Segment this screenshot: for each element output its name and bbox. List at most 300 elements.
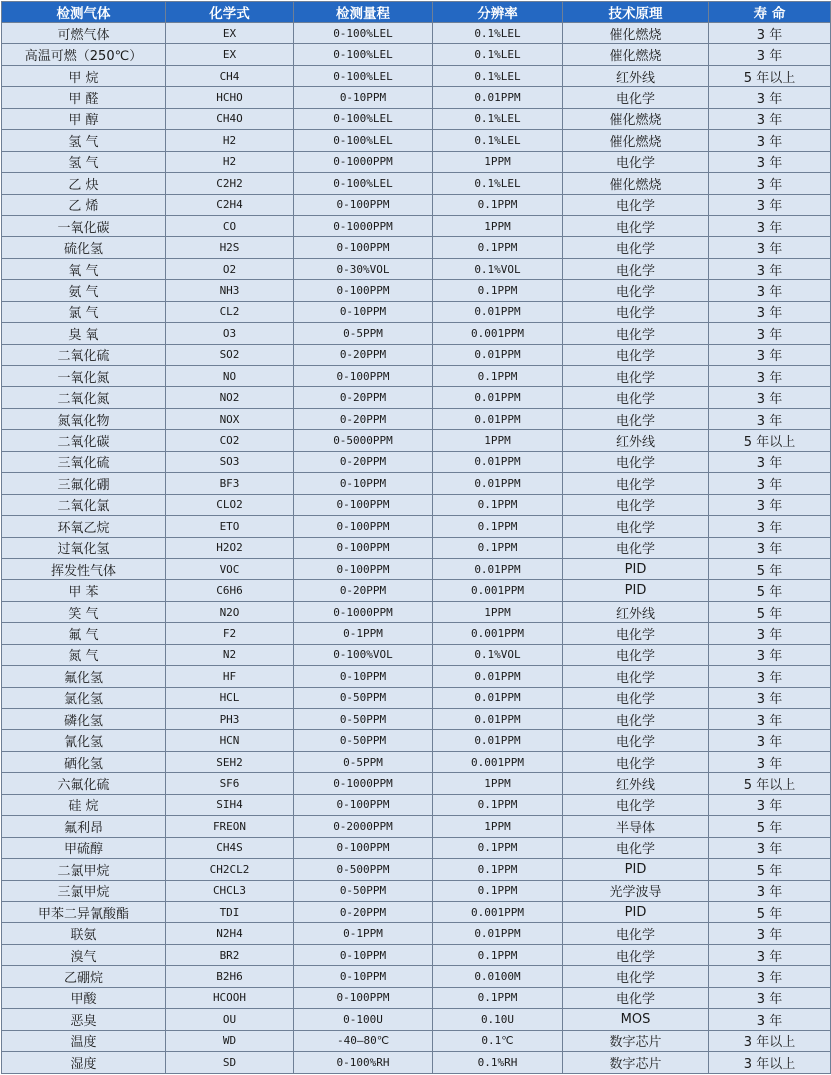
principle-cell: 半导体 [563, 816, 709, 837]
lifespan-cell: 3 年 [709, 644, 831, 665]
resolution-cell: 0.01PPM [433, 473, 563, 494]
lifespan-cell: 3 年 [709, 451, 831, 472]
resolution-cell: 1PPM [433, 601, 563, 622]
formula-cell: N2O [166, 601, 294, 622]
lifespan-cell: 3 年 [709, 258, 831, 279]
table-row [2, 87, 831, 108]
table-row [2, 301, 831, 322]
principle-cell: PID [563, 859, 709, 880]
table-row [2, 408, 831, 429]
gas-cell: 乙 炔 [2, 173, 166, 194]
table-row [2, 666, 831, 687]
resolution-cell: 0.1%LEL [433, 108, 563, 129]
header-resolution: 分辨率 [433, 2, 563, 23]
resolution-cell: 0.1PPM [433, 880, 563, 901]
principle-cell: 电化学 [563, 258, 709, 279]
lifespan-cell: 3 年 [709, 944, 831, 965]
formula-cell: C6H6 [166, 580, 294, 601]
table-row [2, 644, 831, 665]
range-cell: 0-100%LEL [294, 173, 433, 194]
resolution-cell: 0.1%LEL [433, 130, 563, 151]
resolution-cell: 0.1%VOL [433, 644, 563, 665]
formula-cell: ETO [166, 516, 294, 537]
lifespan-cell: 3 年 [709, 23, 831, 44]
range-cell: 0-5PPM [294, 751, 433, 772]
table-row [2, 494, 831, 515]
principle-cell: 电化学 [563, 237, 709, 258]
gas-cell: 氮 气 [2, 644, 166, 665]
lifespan-cell: 3 年 [709, 301, 831, 322]
table-row [2, 387, 831, 408]
resolution-cell: 0.1%LEL [433, 44, 563, 65]
principle-cell: 电化学 [563, 494, 709, 515]
lifespan-cell: 3 年 [709, 794, 831, 815]
table-row [2, 44, 831, 65]
range-cell: 0-10PPM [294, 966, 433, 987]
range-cell: 0-20PPM [294, 408, 433, 429]
lifespan-cell: 3 年 [709, 751, 831, 772]
gas-detector-spec-table [1, 1, 831, 1074]
table-row [2, 709, 831, 730]
resolution-cell: 0.1PPM [433, 944, 563, 965]
lifespan-cell: 5 年以上 [709, 773, 831, 794]
resolution-cell: 0.01PPM [433, 408, 563, 429]
formula-cell: SD [166, 1052, 294, 1074]
resolution-cell: 0.01PPM [433, 730, 563, 751]
table-row [2, 623, 831, 644]
gas-cell: 溴气 [2, 944, 166, 965]
gas-cell: 甲酸 [2, 987, 166, 1008]
table-row [2, 1052, 831, 1074]
lifespan-cell: 3 年 [709, 537, 831, 558]
table-row [2, 258, 831, 279]
table-row [2, 323, 831, 344]
formula-cell: SO3 [166, 451, 294, 472]
range-cell: 0-20PPM [294, 580, 433, 601]
gas-cell: 氟 气 [2, 623, 166, 644]
resolution-cell: 0.1%LEL [433, 65, 563, 86]
gas-cell: 甲 烷 [2, 65, 166, 86]
formula-cell: NH3 [166, 280, 294, 301]
header-gas: 检测气体 [2, 2, 166, 23]
principle-cell: 电化学 [563, 623, 709, 644]
range-cell: 0-100PPM [294, 837, 433, 858]
lifespan-cell: 3 年 [709, 494, 831, 515]
formula-cell: HCL [166, 687, 294, 708]
principle-cell: 催化燃烧 [563, 23, 709, 44]
table-row [2, 773, 831, 794]
principle-cell: 红外线 [563, 430, 709, 451]
gas-cell: 氨 气 [2, 280, 166, 301]
range-cell: 0-30%VOL [294, 258, 433, 279]
formula-cell: CL2 [166, 301, 294, 322]
formula-cell: N2H4 [166, 923, 294, 944]
principle-cell: 电化学 [563, 215, 709, 236]
lifespan-cell: 3 年 [709, 666, 831, 687]
formula-cell: VOC [166, 558, 294, 579]
resolution-cell: 0.1PPM [433, 237, 563, 258]
gas-cell: 甲 醇 [2, 108, 166, 129]
formula-cell: HCOOH [166, 987, 294, 1008]
resolution-cell: 0.01PPM [433, 344, 563, 365]
resolution-cell: 0.0100M [433, 966, 563, 987]
range-cell: 0-100PPM [294, 494, 433, 515]
table-row [2, 344, 831, 365]
lifespan-cell: 3 年 [709, 173, 831, 194]
resolution-cell: 0.1PPM [433, 194, 563, 215]
principle-cell: PID [563, 580, 709, 601]
range-cell: 0-100PPM [294, 194, 433, 215]
gas-cell: 三氧化硫 [2, 451, 166, 472]
range-cell: 0-100PPM [294, 558, 433, 579]
principle-cell: 电化学 [563, 151, 709, 172]
gas-cell: 乙硼烷 [2, 966, 166, 987]
gas-cell: 硅 烷 [2, 794, 166, 815]
gas-cell: 硒化氢 [2, 751, 166, 772]
range-cell: 0-100%LEL [294, 44, 433, 65]
lifespan-cell: 3 年 [709, 130, 831, 151]
lifespan-cell: 5 年 [709, 580, 831, 601]
range-cell: 0-1000PPM [294, 151, 433, 172]
range-cell: 0-100%LEL [294, 130, 433, 151]
lifespan-cell: 3 年 [709, 1009, 831, 1030]
resolution-cell: 0.1PPM [433, 837, 563, 858]
formula-cell: CO [166, 215, 294, 236]
resolution-cell: 1PPM [433, 816, 563, 837]
lifespan-cell: 5 年 [709, 601, 831, 622]
table-row [2, 237, 831, 258]
gas-cell: 氯 气 [2, 301, 166, 322]
formula-cell: WD [166, 1030, 294, 1051]
principle-cell: 电化学 [563, 451, 709, 472]
resolution-cell: 0.1%VOL [433, 258, 563, 279]
table-row [2, 194, 831, 215]
principle-cell: PID [563, 901, 709, 922]
range-cell: 0-100%LEL [294, 65, 433, 86]
principle-cell: 电化学 [563, 344, 709, 365]
formula-cell: NOX [166, 408, 294, 429]
range-cell: 0-100PPM [294, 987, 433, 1008]
table-row [2, 837, 831, 858]
resolution-cell: 1PPM [433, 215, 563, 236]
principle-cell: 电化学 [563, 280, 709, 301]
header-lifespan: 寿 命 [709, 2, 831, 23]
gas-cell: 二氧化碳 [2, 430, 166, 451]
table-row [2, 880, 831, 901]
gas-cell: 磷化氢 [2, 709, 166, 730]
formula-cell: NO [166, 366, 294, 387]
lifespan-cell: 3 年以上 [709, 1030, 831, 1051]
table-body [2, 23, 831, 1074]
range-cell: 0-1PPM [294, 623, 433, 644]
range-cell: 0-50PPM [294, 709, 433, 730]
principle-cell: 电化学 [563, 987, 709, 1008]
range-cell: 0-100%VOL [294, 644, 433, 665]
resolution-cell: 0.01PPM [433, 709, 563, 730]
lifespan-cell: 3 年 [709, 687, 831, 708]
gas-cell: 一氧化氮 [2, 366, 166, 387]
formula-cell: OU [166, 1009, 294, 1030]
range-cell: 0-100PPM [294, 280, 433, 301]
lifespan-cell: 3 年 [709, 837, 831, 858]
resolution-cell: 0.1℃ [433, 1030, 563, 1051]
table-row [2, 173, 831, 194]
gas-cell: 氰化氢 [2, 730, 166, 751]
range-cell: 0-1000PPM [294, 773, 433, 794]
gas-cell: 笑 气 [2, 601, 166, 622]
gas-cell: 臭 氧 [2, 323, 166, 344]
principle-cell: 电化学 [563, 751, 709, 772]
range-cell: 0-10PPM [294, 301, 433, 322]
gas-cell: 氢 气 [2, 130, 166, 151]
resolution-cell: 0.01PPM [433, 558, 563, 579]
range-cell: 0-100PPM [294, 366, 433, 387]
formula-cell: CH4O [166, 108, 294, 129]
header-range: 检测量程 [294, 2, 433, 23]
gas-cell: 高温可燃（250℃） [2, 44, 166, 65]
formula-cell: HCN [166, 730, 294, 751]
range-cell: 0-500PPM [294, 859, 433, 880]
range-cell: 0-100PPM [294, 537, 433, 558]
formula-cell: SIH4 [166, 794, 294, 815]
gas-cell: 联氨 [2, 923, 166, 944]
range-cell: -40—80℃ [294, 1030, 433, 1051]
formula-cell: EX [166, 44, 294, 65]
resolution-cell: 0.001PPM [433, 751, 563, 772]
principle-cell: 光学波导 [563, 880, 709, 901]
principle-cell: 电化学 [563, 408, 709, 429]
range-cell: 0-100PPM [294, 794, 433, 815]
gas-cell: 甲 苯 [2, 580, 166, 601]
principle-cell: 电化学 [563, 923, 709, 944]
table-row [2, 537, 831, 558]
formula-cell: EX [166, 23, 294, 44]
table-row [2, 987, 831, 1008]
principle-cell: 电化学 [563, 194, 709, 215]
principle-cell: 电化学 [563, 301, 709, 322]
gas-cell: 二氧化硫 [2, 344, 166, 365]
gas-cell: 可燃气体 [2, 23, 166, 44]
lifespan-cell: 3 年 [709, 280, 831, 301]
table-row [2, 923, 831, 944]
principle-cell: 电化学 [563, 944, 709, 965]
table-row [2, 794, 831, 815]
table-row [2, 1009, 831, 1030]
range-cell: 0-2000PPM [294, 816, 433, 837]
principle-cell: 数字芯片 [563, 1052, 709, 1074]
range-cell: 0-100PPM [294, 237, 433, 258]
range-cell: 0-50PPM [294, 880, 433, 901]
principle-cell: 红外线 [563, 773, 709, 794]
resolution-cell: 0.1PPM [433, 987, 563, 1008]
principle-cell: 电化学 [563, 87, 709, 108]
range-cell: 0-1000PPM [294, 215, 433, 236]
lifespan-cell: 3 年 [709, 44, 831, 65]
range-cell: 0-10PPM [294, 87, 433, 108]
table-row [2, 23, 831, 44]
gas-cell: 环氧乙烷 [2, 516, 166, 537]
lifespan-cell: 3 年 [709, 366, 831, 387]
gas-cell: 氯化氢 [2, 687, 166, 708]
formula-cell: CLO2 [166, 494, 294, 515]
table-row [2, 280, 831, 301]
table-row [2, 816, 831, 837]
resolution-cell: 0.001PPM [433, 323, 563, 344]
range-cell: 0-100%LEL [294, 23, 433, 44]
resolution-cell: 0.01PPM [433, 387, 563, 408]
formula-cell: FREON [166, 816, 294, 837]
lifespan-cell: 3 年 [709, 387, 831, 408]
range-cell: 0-50PPM [294, 687, 433, 708]
lifespan-cell: 3 年 [709, 473, 831, 494]
gas-cell: 三氯甲烷 [2, 880, 166, 901]
formula-cell: BR2 [166, 944, 294, 965]
gas-cell: 甲苯二异氰酸酯 [2, 901, 166, 922]
gas-cell: 过氧化氢 [2, 537, 166, 558]
table-row [2, 601, 831, 622]
formula-cell: HCHO [166, 87, 294, 108]
resolution-cell: 0.001PPM [433, 623, 563, 644]
range-cell: 0-50PPM [294, 730, 433, 751]
principle-cell: MOS [563, 1009, 709, 1030]
gas-cell: 氟利昂 [2, 816, 166, 837]
lifespan-cell: 3 年以上 [709, 1052, 831, 1074]
principle-cell: 电化学 [563, 709, 709, 730]
principle-cell: 电化学 [563, 666, 709, 687]
principle-cell: 电化学 [563, 473, 709, 494]
formula-cell: H2 [166, 130, 294, 151]
gas-cell: 乙 烯 [2, 194, 166, 215]
table-row [2, 687, 831, 708]
lifespan-cell: 3 年 [709, 344, 831, 365]
gas-cell: 二氯甲烷 [2, 859, 166, 880]
range-cell: 0-20PPM [294, 901, 433, 922]
range-cell: 0-100U [294, 1009, 433, 1030]
principle-cell: 催化燃烧 [563, 173, 709, 194]
principle-cell: 催化燃烧 [563, 108, 709, 129]
formula-cell: HF [166, 666, 294, 687]
lifespan-cell: 3 年 [709, 923, 831, 944]
gas-cell: 氟化氢 [2, 666, 166, 687]
principle-cell: 电化学 [563, 516, 709, 537]
resolution-cell: 0.001PPM [433, 580, 563, 601]
gas-cell: 温度 [2, 1030, 166, 1051]
table-row [2, 516, 831, 537]
principle-cell: 数字芯片 [563, 1030, 709, 1051]
formula-cell: NO2 [166, 387, 294, 408]
range-cell: 0-10PPM [294, 666, 433, 687]
table-row [2, 558, 831, 579]
table-row [2, 944, 831, 965]
range-cell: 0-20PPM [294, 387, 433, 408]
resolution-cell: 0.01PPM [433, 301, 563, 322]
principle-cell: 电化学 [563, 687, 709, 708]
formula-cell: H2S [166, 237, 294, 258]
lifespan-cell: 3 年 [709, 151, 831, 172]
range-cell: 0-1000PPM [294, 601, 433, 622]
principle-cell: 电化学 [563, 644, 709, 665]
lifespan-cell: 3 年 [709, 966, 831, 987]
range-cell: 0-20PPM [294, 344, 433, 365]
lifespan-cell: 5 年 [709, 859, 831, 880]
principle-cell: 电化学 [563, 837, 709, 858]
table-row [2, 966, 831, 987]
formula-cell: SF6 [166, 773, 294, 794]
lifespan-cell: 5 年 [709, 901, 831, 922]
principle-cell: 电化学 [563, 966, 709, 987]
resolution-cell: 0.1PPM [433, 366, 563, 387]
resolution-cell: 0.1PPM [433, 280, 563, 301]
lifespan-cell: 3 年 [709, 709, 831, 730]
principle-cell: 电化学 [563, 794, 709, 815]
table-row [2, 473, 831, 494]
gas-cell: 恶臭 [2, 1009, 166, 1030]
lifespan-cell: 3 年 [709, 408, 831, 429]
principle-cell: 红外线 [563, 601, 709, 622]
principle-cell: 催化燃烧 [563, 44, 709, 65]
principle-cell: 电化学 [563, 537, 709, 558]
range-cell: 0-5000PPM [294, 430, 433, 451]
formula-cell: BF3 [166, 473, 294, 494]
formula-cell: CHCL3 [166, 880, 294, 901]
gas-cell: 氢 气 [2, 151, 166, 172]
principle-cell: 电化学 [563, 387, 709, 408]
formula-cell: SO2 [166, 344, 294, 365]
lifespan-cell: 3 年 [709, 194, 831, 215]
lifespan-cell: 5 年以上 [709, 65, 831, 86]
header-formula: 化学式 [166, 2, 294, 23]
lifespan-cell: 3 年 [709, 237, 831, 258]
formula-cell: CH4S [166, 837, 294, 858]
header-row [2, 2, 831, 23]
formula-cell: CH4 [166, 65, 294, 86]
formula-cell: B2H6 [166, 966, 294, 987]
range-cell: 0-5PPM [294, 323, 433, 344]
resolution-cell: 0.01PPM [433, 687, 563, 708]
table-row [2, 366, 831, 387]
formula-cell: C2H2 [166, 173, 294, 194]
formula-cell: CO2 [166, 430, 294, 451]
table-row [2, 451, 831, 472]
formula-cell: H2 [166, 151, 294, 172]
resolution-cell: 0.001PPM [433, 901, 563, 922]
gas-cell: 二氧化氮 [2, 387, 166, 408]
table-row [2, 751, 831, 772]
formula-cell: H2O2 [166, 537, 294, 558]
lifespan-cell: 3 年 [709, 987, 831, 1008]
table-row [2, 580, 831, 601]
formula-cell: O2 [166, 258, 294, 279]
table-row [2, 108, 831, 129]
header-principle: 技术原理 [563, 2, 709, 23]
table-row [2, 430, 831, 451]
resolution-cell: 0.1PPM [433, 859, 563, 880]
resolution-cell: 0.01PPM [433, 451, 563, 472]
lifespan-cell: 3 年 [709, 87, 831, 108]
principle-cell: 电化学 [563, 323, 709, 344]
lifespan-cell: 3 年 [709, 516, 831, 537]
range-cell: 0-100%LEL [294, 108, 433, 129]
resolution-cell: 0.1PPM [433, 494, 563, 515]
resolution-cell: 0.01PPM [433, 666, 563, 687]
gas-cell: 氧 气 [2, 258, 166, 279]
table-row [2, 901, 831, 922]
lifespan-cell: 3 年 [709, 730, 831, 751]
gas-cell: 甲 醛 [2, 87, 166, 108]
resolution-cell: 0.10U [433, 1009, 563, 1030]
lifespan-cell: 3 年 [709, 215, 831, 236]
table-row [2, 859, 831, 880]
